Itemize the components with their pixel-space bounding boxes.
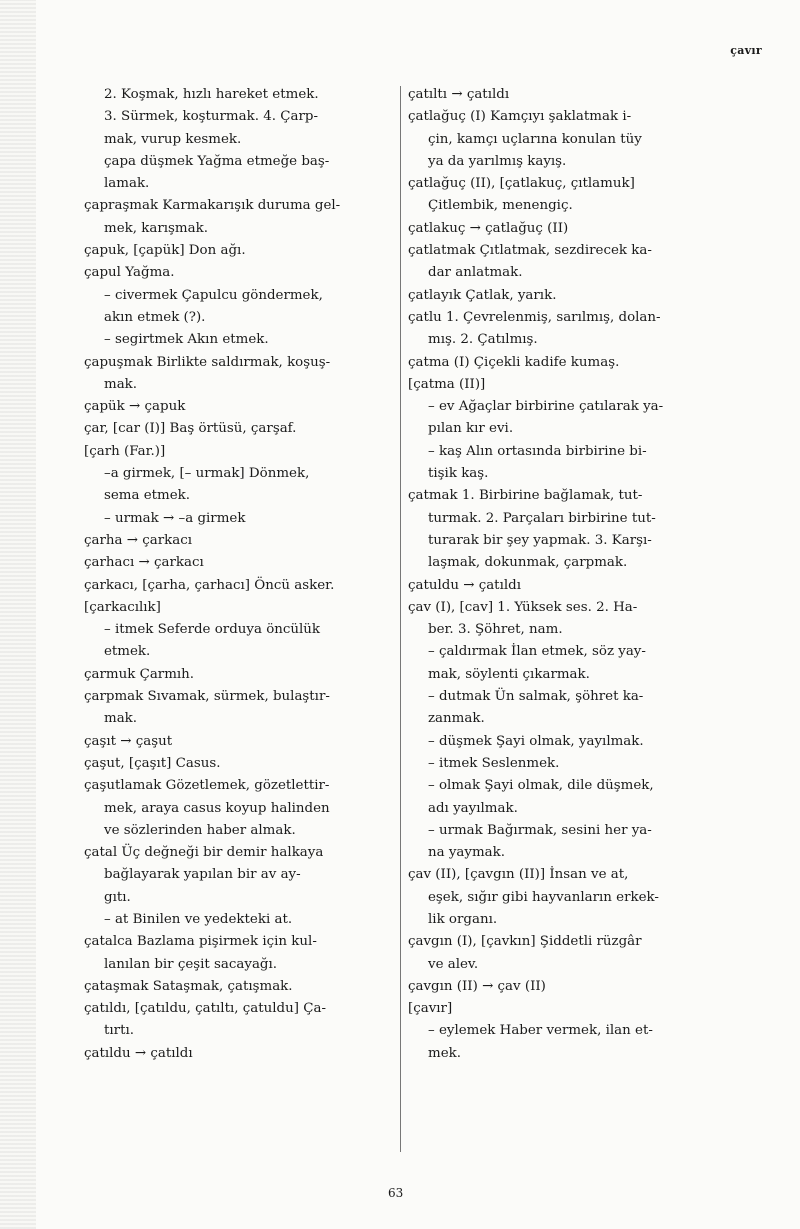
dictionary-entry: çapuşmak Birlikte saldırmak, koşuş- <box>84 354 331 370</box>
entry-continuation-line: – düşmek Şayi olmak, yayılmak. <box>428 733 644 749</box>
entry-continuation-line: – ev Ağaçlar birbirine çatılarak ya- <box>428 399 664 415</box>
entry-continuation-line: mak. <box>104 376 138 392</box>
entry-continuation-line: – kaş Alın ortasında birbirine bi- <box>428 443 647 459</box>
dictionary-entry: [çatma (II)] <box>408 376 486 392</box>
dictionary-entry: çatmak 1. Birbirine bağlamak, tut- <box>408 488 643 504</box>
dictionary-entry: çar, [car (I)] Baş örtüsü, çarşaf. <box>84 421 297 437</box>
dictionary-entry: çatlağuç (I) Kamçıyı şaklatmak i- <box>408 109 632 125</box>
running-header: çavır <box>730 44 762 57</box>
entry-continuation-line: – çaldırmak İlan etmek, söz yay- <box>428 644 646 660</box>
entry-continuation-line: turmak. 2. Parçaları birbirine tut- <box>428 510 656 526</box>
dictionary-entry: çapraşmak Karmakarışık duruma gel- <box>84 198 341 214</box>
dictionary-entry: çatıltı → çatıldı <box>408 87 510 102</box>
entry-continuation-line: zanmak. <box>428 711 485 727</box>
dictionary-entry: çatlu 1. Çevrelenmiş, sarılmış, dolan- <box>408 309 661 325</box>
dictionary-entry: çav (II), [çavgın (II)] İnsan ve at, <box>408 867 629 883</box>
dictionary-entry: çaşutlamak Gözetlemek, gözetlettir- <box>84 778 330 794</box>
dictionary-entry: çaşıt → çaşut <box>84 733 173 749</box>
entry-continuation-line: pılan kır evi. <box>428 421 514 437</box>
dictionary-entry: [çarh (Far.)] <box>84 443 166 459</box>
entry-continuation-line: Çitlembik, menengiç. <box>428 198 573 214</box>
dictionary-entry: çatlağuç (II), [çatlakuç, çıtlamuk] <box>408 176 635 192</box>
dictionary-entry: çataşmak Sataşmak, çatışmak. <box>84 978 293 994</box>
entry-continuation-line: –a girmek, [– urmak] Dönmek, <box>104 466 310 482</box>
entry-continuation-line: – eylemek Haber vermek, ilan et- <box>428 1023 653 1039</box>
entry-continuation-line: – itmek Seslenmek. <box>428 755 560 771</box>
dictionary-entry: çatlayık Çatlak, yarık. <box>408 287 557 303</box>
entry-continuation-line: adı yayılmak. <box>428 800 518 816</box>
entry-continuation-line: mak, söylenti çıkarmak. <box>428 666 590 682</box>
entry-continuation-line: turarak bir şey yapmak. 3. Karşı- <box>428 532 652 548</box>
entry-continuation-line: çapa düşmek Yağma etmeğe baş- <box>104 153 330 169</box>
entry-continuation-line: – urmak Bağırmak, sesini her ya- <box>428 822 652 838</box>
dictionary-entry: çarha → çarkacı <box>84 532 192 548</box>
entry-continuation-line: mak, vurup kesmek. <box>104 131 242 147</box>
right-column <box>408 84 760 1065</box>
entry-continuation-line: 2. Koşmak, hızlı hareket etmek. <box>104 87 319 102</box>
entry-continuation-line: – civermek Çapulcu göndermek, <box>104 287 323 303</box>
dictionary-entry: çarhacı → çarkacı <box>84 555 204 571</box>
entry-continuation-line: ve alev. <box>428 956 479 972</box>
entry-continuation-line: etmek. <box>104 644 151 660</box>
dictionary-entry: çapul Yağma. <box>84 265 175 281</box>
entry-continuation-line: mek, araya casus koyup halinden <box>104 800 330 816</box>
entry-continuation-line: – dutmak Ün salmak, şöhret ka- <box>428 689 644 705</box>
dictionary-entry: çapuk, [çapük] Don ağı. <box>84 243 246 259</box>
entry-continuation-line: eşek, sığır gibi hayvanların erkek- <box>428 889 659 905</box>
entry-continuation-line: na yaymak. <box>428 845 506 861</box>
entry-continuation-line: laşmak, dokunmak, çarpmak. <box>428 555 628 571</box>
entry-continuation-line: sema etmek. <box>104 488 191 504</box>
dictionary-entry: çavgın (II) → çav (II) <box>408 978 546 994</box>
entry-continuation-line: lamak. <box>104 176 150 192</box>
dictionary-entry: çatlakuç → çatlağuç (II) <box>408 220 569 236</box>
dictionary-entry: [çavır] <box>408 1001 453 1017</box>
entry-continuation-line: ber. 3. Şöhret, nam. <box>428 622 563 638</box>
column-divider <box>400 86 401 1152</box>
entry-continuation-line: mak. <box>104 711 138 727</box>
entry-continuation-line: çin, kamçı uçlarına konulan tüy <box>428 131 642 147</box>
dictionary-entry: çarmuk Çarmıh. <box>84 666 195 682</box>
dictionary-entry: [çarkacılık] <box>84 599 161 615</box>
dictionary-entry: çatıldu → çatıldı <box>84 1045 193 1061</box>
page-number: 63 <box>388 1186 404 1200</box>
dictionary-entry: çatuldu → çatıldı <box>408 577 521 593</box>
dictionary-entry: çapük → çapuk <box>84 399 186 415</box>
entry-continuation-line: lanılan bir çeşit sacayağı. <box>104 956 278 972</box>
entry-continuation-line: dar anlatmak. <box>428 265 523 281</box>
entry-continuation-line: tırtı. <box>104 1023 134 1039</box>
dictionary-entry: çarkacı, [çarha, çarhacı] Öncü asker. <box>84 577 335 593</box>
left-column <box>84 84 394 1065</box>
entry-continuation-line: mek, karışmak. <box>104 220 208 236</box>
entry-continuation-line: ya da yarılmış kayış. <box>428 153 567 169</box>
dictionary-entry: çatlatmak Çıtlatmak, sezdirecek ka- <box>408 243 652 259</box>
entry-continuation-line: – urmak → –a girmek <box>104 510 246 526</box>
dictionary-entry: çav (I), [cav] 1. Yüksek ses. 2. Ha- <box>408 599 638 615</box>
entry-continuation-line: – itmek Seferde orduya öncülük <box>104 622 321 638</box>
dictionary-entry: çatıldı, [çatıldu, çatıltı, çatuldu] Ça- <box>84 1001 326 1017</box>
entry-continuation-line: – olmak Şayi olmak, dile düşmek, <box>428 778 654 794</box>
scan-edge-shadow <box>0 0 36 1229</box>
entry-continuation-line: lik organı. <box>428 911 498 927</box>
entry-continuation-line: bağlayarak yapılan bir av ay- <box>104 867 301 883</box>
dictionary-entry: çarpmak Sıvamak, sürmek, bulaştır- <box>84 689 330 705</box>
entry-continuation-line: gıtı. <box>104 889 131 905</box>
entry-continuation-line: – at Binilen ve yedekteki at. <box>104 911 293 927</box>
entry-continuation-line: 3. Sürmek, koşturmak. 4. Çarp- <box>104 109 319 125</box>
entry-continuation-line: tişik kaş. <box>428 466 489 482</box>
dictionary-entry: çaşut, [çaşıt] Casus. <box>84 755 221 771</box>
entry-continuation-line: akın etmek (?). <box>104 309 206 325</box>
dictionary-entry: çavgın (I), [çavkın] Şiddetli rüzgâr <box>408 934 642 950</box>
entry-continuation-line: ve sözlerinden haber almak. <box>104 822 296 838</box>
dictionary-entry: çatma (I) Çiçekli kadife kumaş. <box>408 354 620 370</box>
dictionary-entry: çatalca Bazlama pişirmek için kul- <box>84 934 317 950</box>
entry-continuation-line: – segirtmek Akın etmek. <box>104 332 269 348</box>
entry-continuation-line: mış. 2. Çatılmış. <box>428 332 538 348</box>
entry-continuation-line: mek. <box>428 1045 461 1061</box>
dictionary-entry: çatal Üç değneği bir demir halkaya <box>84 845 324 861</box>
